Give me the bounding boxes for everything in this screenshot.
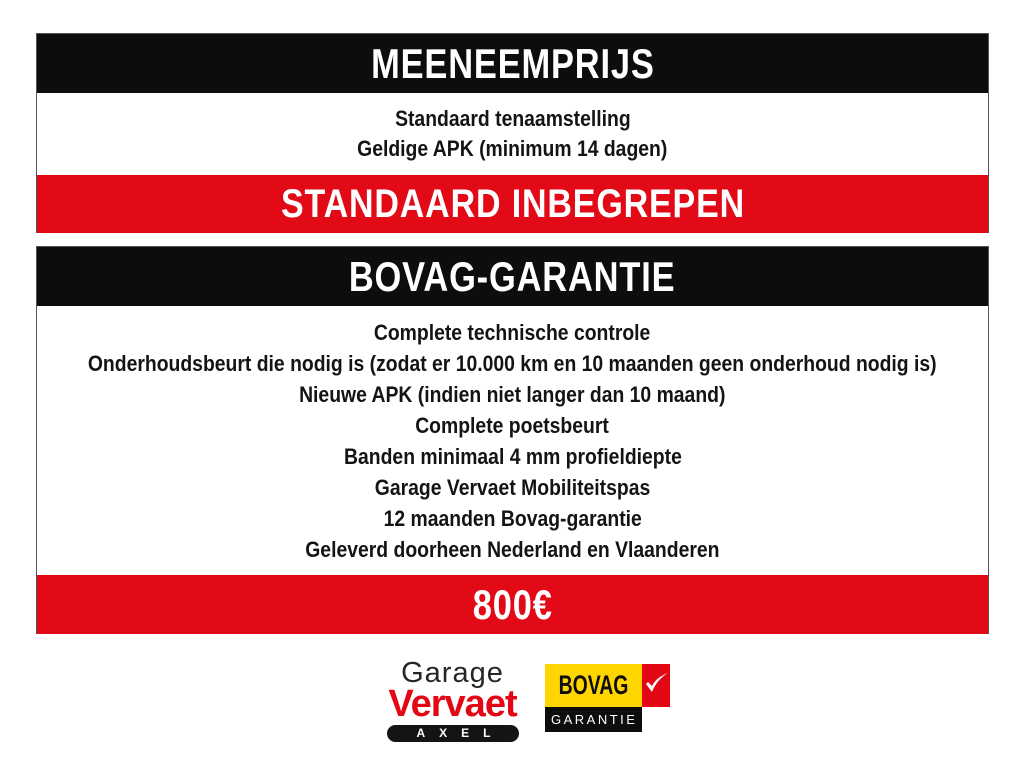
bovag-garantie-header-bar — [37, 247, 988, 306]
meeneemprijs-header-bar — [37, 34, 988, 93]
footer-logos — [0, 659, 1024, 742]
price-banner — [37, 575, 988, 634]
garage-vervaet-logo-line2: Vervaet — [388, 683, 517, 725]
included-item: Standaard tenaamstelling — [394, 106, 631, 131]
garage-vervaet-logo-line1: Garage — [401, 657, 504, 689]
warranty-item: Onderhoudsbeurt die nodig is (zodat er 10.000 km en 10 maanden geen onderhoud nodig is) — [88, 350, 937, 376]
bovag-garantie-title: BOVAG-GARANTIE — [349, 252, 676, 300]
checkmark-icon — [642, 670, 670, 701]
warranty-item: 12 maanden Bovag-garantie — [383, 505, 642, 531]
meeneemprijs-items — [37, 93, 988, 175]
bovag-garantie-items — [37, 306, 988, 575]
warranty-item: Complete poetsbeurt — [415, 412, 610, 438]
warranty-item: Geleverd doorheen Nederland en Vlaanderen — [305, 536, 720, 562]
price-value: 800€ — [472, 580, 553, 628]
garage-vervaet-city-banner: AXEL — [387, 725, 519, 742]
bovag-garantie-label: GARANTIE — [545, 707, 642, 732]
standaard-inbegrepen-label: STANDAARD INBEGREPEN — [280, 181, 745, 226]
meeneemprijs-title: MEENEEMPRIJS — [370, 39, 655, 87]
warranty-item: Nieuwe APK (indien niet langer dan 10 maand) — [299, 381, 726, 407]
standaard-inbegrepen-banner — [37, 175, 988, 233]
bovag-garantie-card — [36, 246, 989, 634]
meeneemprijs-card — [36, 33, 989, 233]
warranty-item: Complete technische controle — [374, 319, 651, 345]
bovag-garantie-logo — [545, 664, 642, 732]
warranty-item: Garage Vervaet Mobiliteitspas — [374, 474, 651, 500]
garage-vervaet-logo — [383, 659, 523, 742]
warranty-item: Banden minimaal 4 mm profieldiepte — [343, 443, 682, 469]
bovag-brand-label: BOVAG — [558, 670, 628, 700]
included-item: Geldige APK (minimum 14 dagen) — [357, 136, 668, 161]
